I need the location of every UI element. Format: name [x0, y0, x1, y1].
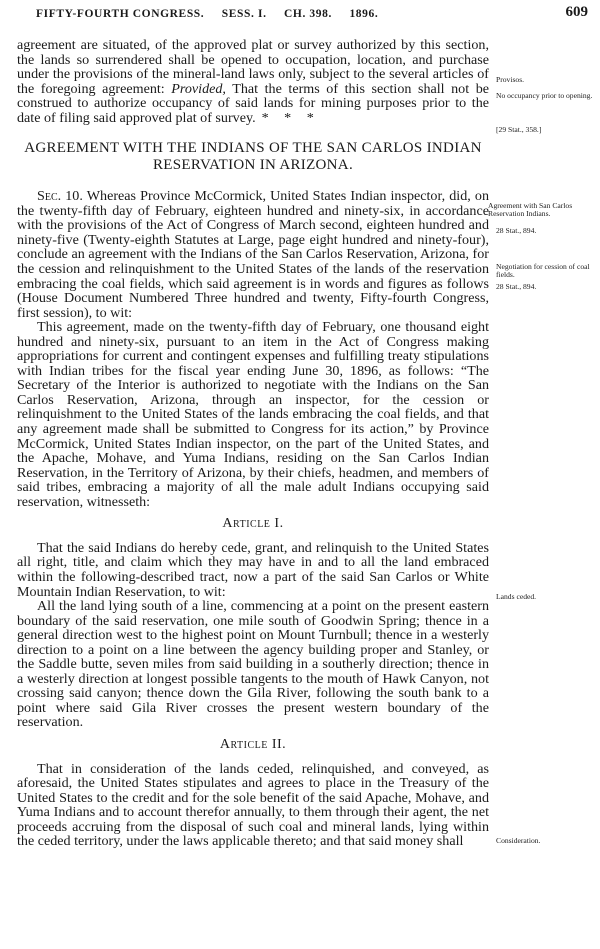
note-stat-358 [488, 126, 598, 134]
article-2-heading: Article II. [219, 736, 287, 752]
article-1-heading: Article I. [222, 516, 284, 532]
elision-stars: * * * [261, 109, 320, 126]
note-agreement [488, 202, 598, 219]
header-session: SESS. I. [221, 8, 267, 20]
section-10-paragraph [17, 189, 489, 320]
intro-paragraph [17, 38, 489, 125]
note-lands-ceded-text: Lands ceded. [496, 592, 537, 601]
note-stat-894-a-text: 28 Stat., 894. [496, 226, 537, 235]
running-header [0, 0, 600, 24]
note-agreement-text: Agreement with San Carlos Reservation Indians. [488, 201, 573, 219]
note-no-occupancy [488, 92, 598, 100]
note-no-occupancy-text: No occupancy prior to opening. [496, 91, 593, 100]
section-10-text: Whereas Province McCormick, United States Indian inspector, did, on the twenty-fifth day of February, eighteen hundred and ninety-six, in accordance with the provisions of the Act of Congress of March second, eighteen hundred and ninety-five (Twenty-eighth Statutes at Large, page eight hundred and ninety-four), conclude an agreement with the Indians of the San Carlos Reservation, Arizona, for the cession and relinquishment to the United States of the lands of the reservation embracing the coal fields, which said agreement is in words and figures as follows (House Document Numbered Three hundred and twenty, Fifty-fourth Congress, first session), to wit: [17, 188, 489, 321]
note-negotiation-text: Negotiation for cession of coal fields. [496, 262, 590, 280]
note-stat-894-b [488, 283, 598, 291]
note-negotiation [488, 263, 598, 280]
intro-text: agreement are situated, of the approved plat or survey authorized by this section, the lands so surrendered shall be opened to occupation, location, and purchase under the provisions of the mineral-land laws only, subject to the several articles of the foregoing agreement: [17, 37, 489, 97]
note-stat-358-text: [29 Stat., 358.] [496, 125, 542, 134]
proviso-text: That the terms of this section shall not be construed to authorize occupancy of said lands for mining purposes prior to the date of filing said approved plat of survey. [17, 80, 489, 126]
main-text-column [17, 38, 489, 849]
note-provisos [488, 76, 598, 84]
header-citation [36, 8, 392, 20]
note-stat-894-b-text: 28 Stat., 894. [496, 282, 537, 291]
note-lands-ceded [488, 593, 598, 601]
section-title: AGREEMENT WITH THE INDIANS OF THE SAN CARLOS INDIAN RESERVATION IN ARIZONA. [24, 140, 482, 174]
note-provisos-text: Provisos. [496, 75, 525, 84]
note-consideration-text: Consideration. [496, 836, 541, 845]
header-chapter: CH. 398. [284, 8, 332, 20]
page-number: 609 [565, 4, 588, 20]
article-2-paragraph: That in consideration of the lands ceded, relinquished, and conveyed, as aforesaid, the United States stipulates and agrees to place in the Treasury of the United States to the credit and for the sole benefit of the said Apache, Mohave, and Yuma Indians and to account therefor annually, to them through their agent, the net proceeds accruing from the disposal of such coal and mineral lands, lying within the ceded territory, under the laws applicable thereto; and that said money shall [17, 760, 489, 850]
section-label: Sec. 10. [37, 188, 83, 205]
land-description-paragraph: All the land lying south of a line, commencing at a point on the present eastern boundary of the said reservation, one mile south of Goodwin Spring; thence in a general direction west to the highest point on Mount Turnbull; thence in a westerly direction to a point on a line between the agency building proper and Stanley, or the Saddle butte, seven miles from said building in a southerly direction; thence in a westerly direction at longest possible tangents to the mouth of Hawk Canyon, not crossing said canyon; thence down the Gila River, following the south bank to a point where said Gila River crosses the present western boundary of the reservation. [17, 598, 489, 731]
article-1-paragraph: That the said Indians do hereby cede, grant, and relinquish to the United States all right, title, and claim which they may have in and to all the land embraced within the following-described tract, now a part of the said San Carlos or White Mountain Indian Reservation, to wit: [17, 539, 489, 600]
note-stat-894-a [488, 227, 598, 235]
header-year: 1896. [349, 8, 379, 20]
proviso-word: Provided, [171, 80, 226, 97]
agreement-paragraph: This agreement, made on the twenty-fifth day of February, one thousand eight hundred and ninety-six, pursuant to an item in the Act of Congress making appropriations for current and contingent expenses and fulfilling treaty stipulations with Indian tribes for the fiscal year ending June 30, 1896, as follows: “The Secretary of the Interior is authorized to negotiate with the Indians on the San Carlos Reservation, Arizona, through an inspector, for the cession or relinquishment to the United States of the lands embracing the coal fields, and that any agreement made shall be submitted to Congress for its action,” by Province McCormick, United States Indian inspector, on the part of the United States, and the Apache, Mohave, and Yuma Indians, residing on the San Carlos Indian Reservation, in the Territory of Arizona, by their chiefs, headmen, and members of said tribes, embracing a majority of all the male adult Indians occupying said reservation, witnesseth: [17, 319, 489, 510]
header-congress: FIFTY-FOURTH CONGRESS. [36, 8, 205, 20]
note-consideration [488, 837, 598, 845]
